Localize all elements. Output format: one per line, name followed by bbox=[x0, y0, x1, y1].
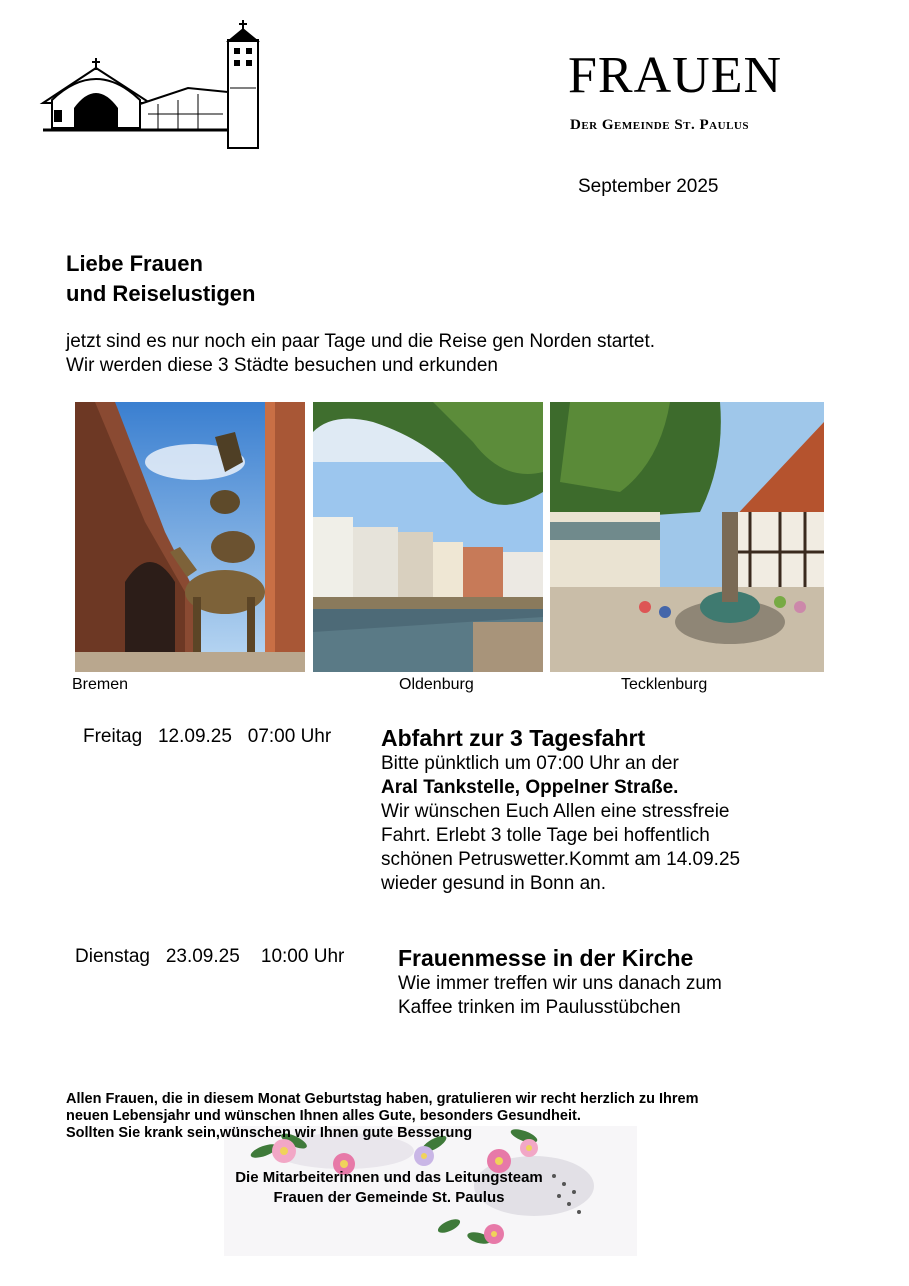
greeting-heading bbox=[66, 249, 255, 309]
photo-bremen bbox=[75, 402, 305, 672]
event-2-line: Kaffee trinken im Paulusstübchen bbox=[398, 997, 681, 1018]
event-1-meeting-point: Aral Tankstelle, Oppelner Straße. bbox=[381, 777, 679, 798]
event-2 bbox=[398, 944, 838, 1020]
event-1-line: wieder gesund in Bonn an. bbox=[381, 873, 606, 894]
intro-text bbox=[66, 330, 655, 378]
photo-oldenburg bbox=[313, 402, 543, 672]
event-1-line: Bitte pünktlich um 07:00 Uhr an der bbox=[381, 753, 679, 774]
event-2-title: Frauenmesse in der Kirche bbox=[398, 945, 694, 971]
church-logo bbox=[38, 18, 268, 153]
caption-tecklenburg: Tecklenburg bbox=[621, 676, 708, 693]
intro-line-2: Wir werden diese 3 Städte besuchen und erkunden bbox=[66, 355, 498, 376]
event-1 bbox=[381, 724, 841, 896]
birthday-line-1: Allen Frauen, die in diesem Monat Geburtstag haben, gratulieren wir recht herzlich zu Ihrem bbox=[66, 1091, 699, 1107]
brand-title: FRAUEN bbox=[568, 47, 783, 104]
event-1-line: schönen Petruswetter.Kommt am 14.09.25 bbox=[381, 849, 741, 870]
signature bbox=[140, 1168, 638, 1208]
intro-line-1: jetzt sind es nur noch ein paar Tage und die Reise gen Norden startet. bbox=[66, 331, 656, 352]
signature-line-1: Die Mitarbeiterinnen und das Leitungsteam bbox=[235, 1169, 543, 1186]
birthday-line-3: Sollten Sie krank sein,wünschen wir Ihnen gute Besserung bbox=[66, 1125, 473, 1141]
brand-subtitle: Der Gemeinde St. Paulus bbox=[570, 117, 749, 133]
photo-tecklenburg bbox=[550, 402, 824, 672]
event-1-line: Wir wünschen Euch Allen eine stressfreie bbox=[381, 801, 730, 822]
event-1-title: Abfahrt zur 3 Tagesfahrt bbox=[381, 725, 646, 751]
greeting-line-1: Liebe Frauen bbox=[66, 251, 203, 276]
caption-oldenburg: Oldenburg bbox=[399, 676, 474, 693]
event-1-datetime: Freitag 12.09.25 07:00 Uhr bbox=[83, 726, 332, 747]
greeting-line-2: und Reiselustigen bbox=[66, 281, 256, 306]
event-2-line: Wie immer treffen wir uns danach zum bbox=[398, 973, 722, 994]
signature-line-2: Frauen der Gemeinde St. Paulus bbox=[273, 1189, 505, 1206]
birthday-message bbox=[66, 1091, 826, 1142]
issue-date: September 2025 bbox=[578, 176, 719, 197]
birthday-line-2: neuen Lebensjahr und wünschen Ihnen alles Gute, besonders Gesundheit. bbox=[66, 1108, 581, 1124]
event-2-datetime: Dienstag 23.09.25 10:00 Uhr bbox=[75, 946, 345, 967]
caption-bremen: Bremen bbox=[72, 676, 129, 693]
event-1-line: Fahrt. Erlebt 3 tolle Tage bei hoffentlich bbox=[381, 825, 710, 846]
